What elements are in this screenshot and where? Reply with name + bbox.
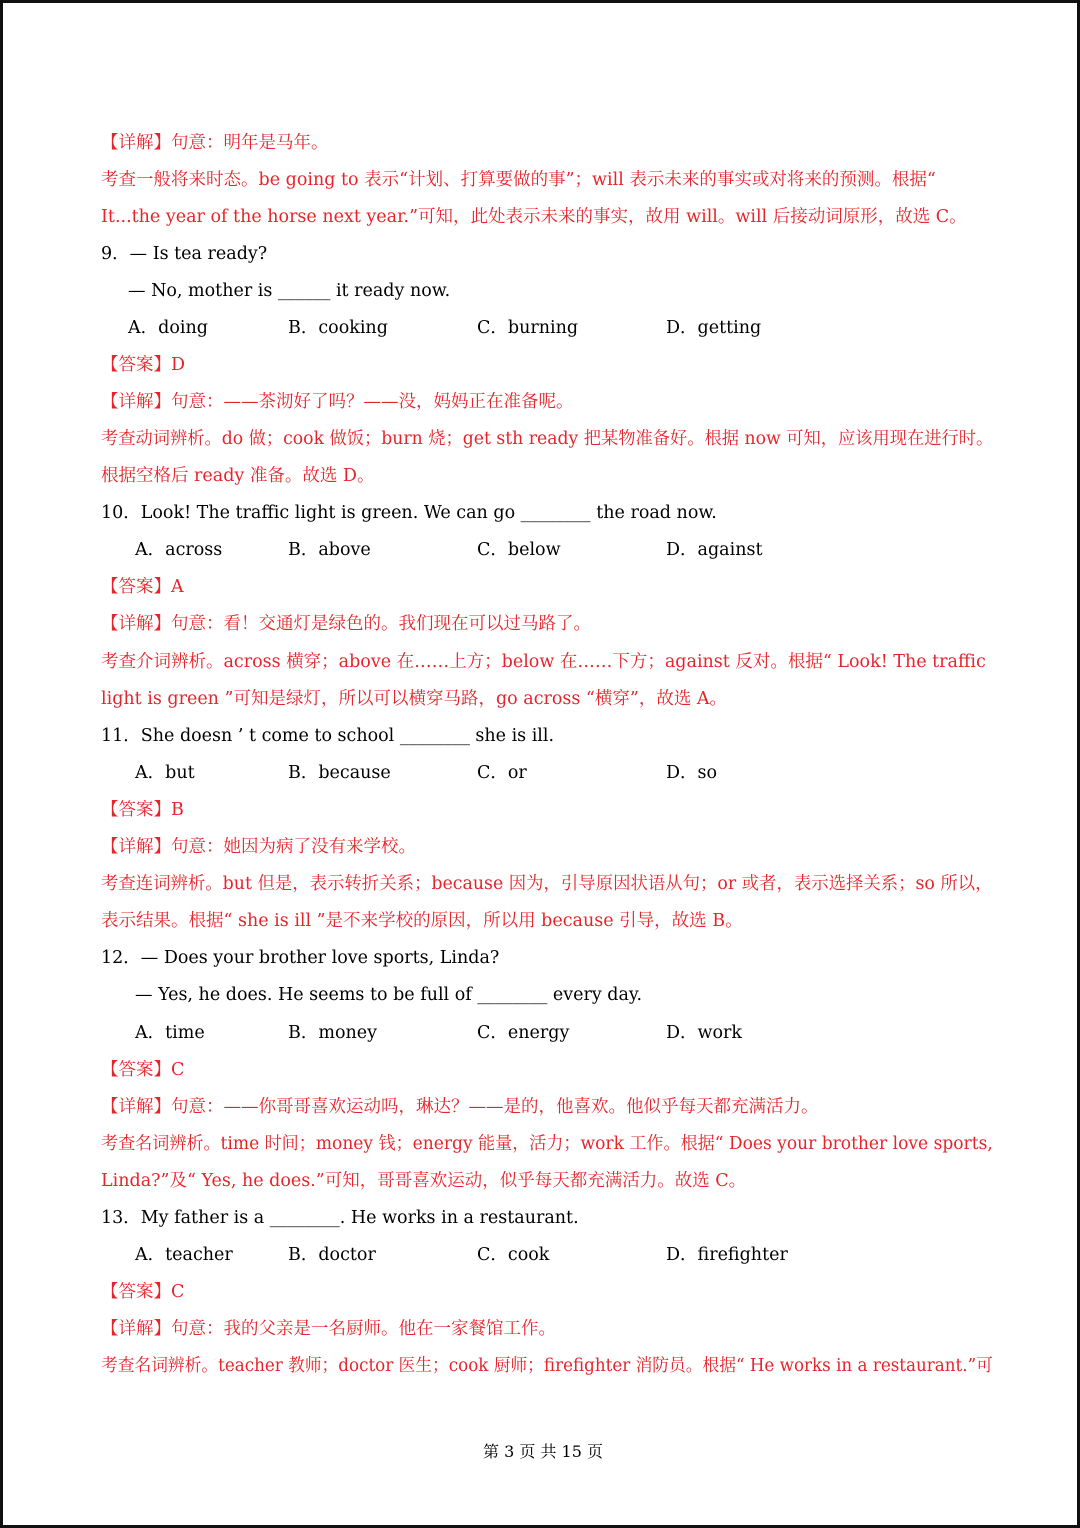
option-a: A．time (135, 1023, 205, 1043)
analysis-10-line-2: light is green ”可知是绿灯，所以可以横穿马路，go across “横穿”，故选 A。 (101, 689, 728, 709)
option-b: B．money (288, 1023, 378, 1043)
option-b: B．doctor (288, 1245, 376, 1265)
option-b: B．above (288, 540, 371, 560)
explain-10: 【详解】句意：看！交通灯是绿色的。我们现在可以过马路了。 (101, 614, 591, 634)
answer-10: 【答案】A (101, 577, 184, 597)
explain-13: 【详解】句意：我的父亲是一名厨师。他在一家餐馆工作。 (101, 1319, 556, 1339)
option-b: B．because (288, 763, 391, 783)
option-b: B．cooking (288, 318, 388, 338)
question-10-stem: 10．Look! The traffic light is green. We can go ________ the road now. (101, 503, 717, 523)
option-d: D．getting (666, 318, 762, 338)
analysis-13-line-1: 考查名词辨析。teacher 教师；doctor 医生；cook 厨师；firefighter 消防员。根据“ He works in a restaurant.”可 (101, 1356, 993, 1376)
explain-9: 【详解】句意：——茶沏好了吗？——没，妈妈正在准备呢。 (101, 392, 574, 412)
answer-12: 【答案】C (101, 1060, 185, 1080)
answer-13: 【答案】C (101, 1282, 185, 1302)
option-c: C．energy (477, 1023, 570, 1043)
analysis-8-line-1: 考查一般将来时态。be going to 表示“计划、打算要做的事”；will 表示未来的事实或对将来的预测。根据“ (101, 170, 936, 190)
option-c: C．or (477, 763, 527, 783)
option-d: D．against (666, 540, 763, 560)
analysis-12-line-1: 考查名词辨析。time 时间；money 钱；energy 能量，活力；work 工作。根据“ Does your brother love sports, (101, 1134, 993, 1154)
option-a: A．teacher (135, 1245, 233, 1265)
analysis-11-line-2: 表示结果。根据“ she is ill ”是不来学校的原因，所以用 because 引导，故选 B。 (101, 911, 743, 931)
question-9-stem-2: — No, mother is ______ it ready now. (128, 281, 451, 301)
analysis-12-line-2: Linda?”及“ Yes, he does.”可知，哥哥喜欢运动，似乎每天都充满活力。故选 C。 (101, 1171, 747, 1191)
option-d: D．firefighter (666, 1245, 788, 1265)
option-d: D．so (666, 763, 718, 783)
page-number-footer: 第 3 页 共 15 页 (483, 1442, 603, 1461)
analysis-9-line-2: 根据空格后 ready 准备。故选 D。 (101, 466, 375, 486)
explain-12: 【详解】句意：——你哥哥喜欢运动吗，琳达？——是的，他喜欢。他似乎每天都充满活力。 (101, 1097, 819, 1117)
option-c: C．burning (477, 318, 579, 338)
analysis-10-line-1: 考查介词辨析。across 横穿；above 在……上方；below 在……下方；against 反对。根据“ Look! The traffic (101, 652, 986, 672)
option-a: A．across (135, 540, 223, 560)
explain-8: 【详解】句意：明年是马年。 (101, 133, 329, 153)
answer-11: 【答案】B (101, 800, 184, 820)
option-c: C．below (477, 540, 561, 560)
question-12-stem: 12．— Does your brother love sports, Linda? (101, 948, 500, 968)
question-9-stem: 9．— Is tea ready? (101, 244, 268, 264)
analysis-8-line-2: It...the year of the horse next year.”可知，此处表示未来的事实，故用 will。will 后接动词原形，故选 C。 (101, 207, 967, 227)
option-c: C．cook (477, 1245, 550, 1265)
question-13-stem: 13．My father is a ________. He works in a restaurant. (101, 1208, 579, 1228)
question-12-stem-2: — Yes, he does. He seems to be full of ________ every day. (135, 985, 643, 1005)
answer-9: 【答案】D (101, 355, 186, 375)
analysis-11-line-1: 考查连词辨析。but 但是，表示转折关系；because 因为，引导原因状语从句；or 或者，表示选择关系；so 所以， (101, 874, 993, 894)
option-d: D．work (666, 1023, 743, 1043)
question-11-stem: 11．She doesn ’ t come to school ________ she is ill. (101, 726, 555, 746)
explain-11: 【详解】句意：她因为病了没有来学校。 (101, 837, 416, 857)
analysis-9-line-1: 考查动词辨析。do 做；cook 做饭；burn 烧；get sth ready 把某物准备好。根据 now 可知，应该用现在进行时。 (101, 429, 994, 449)
option-a: A．doing (128, 318, 208, 338)
option-a: A．but (135, 763, 195, 783)
